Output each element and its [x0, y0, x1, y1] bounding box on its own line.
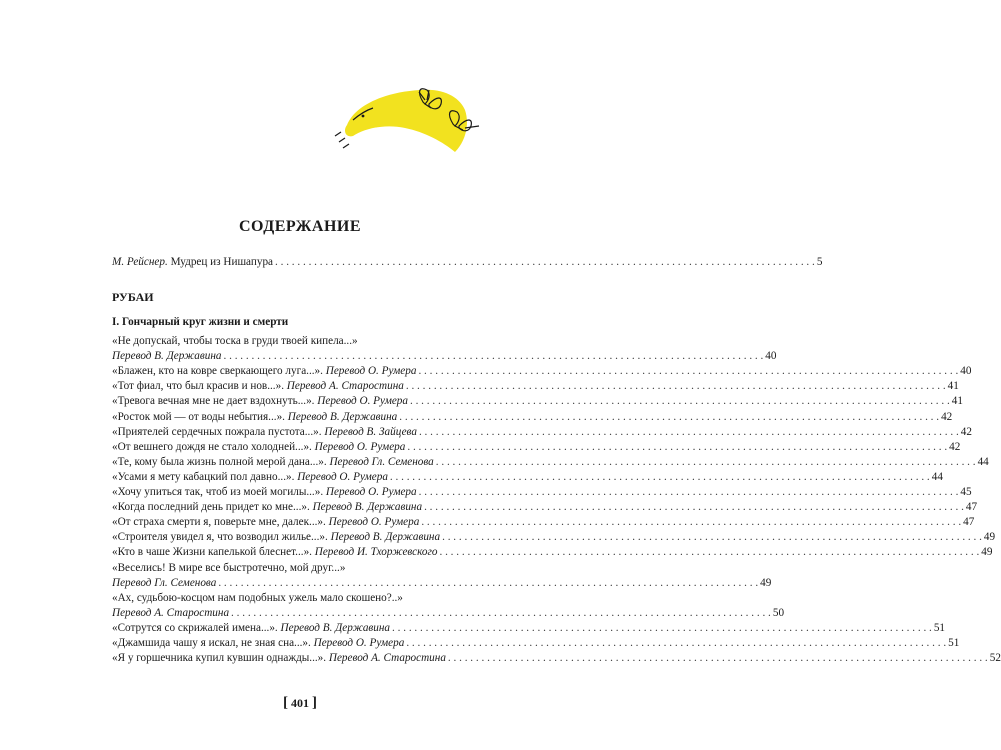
toc-translator: Перевод А. Старостина [112, 606, 230, 619]
toc-entry-firstline: «Не допускай, чтобы тоска в груди твоей кипела...» [112, 335, 358, 347]
toc-translator: Перевод В. Державина [312, 501, 423, 514]
toc-text: «Строителя увидел я, что возводил жилье...». [112, 531, 331, 544]
toc-page: 51 [933, 621, 946, 634]
section-heading: РУБАИ [112, 290, 154, 304]
toc-translator: Перевод А. Старостина [286, 380, 404, 393]
toc-text: «Росток мой — от воды небытия...». [112, 410, 288, 423]
toc-entry [112, 530, 996, 544]
toc-entry [112, 485, 972, 499]
toc-translator: Перевод О. Румера [297, 470, 388, 483]
toc-translator: Перевод И. Тхоржевского [314, 546, 438, 559]
toc-page: 40 [765, 350, 777, 363]
toc-entry [112, 349, 777, 363]
toc-page: 5 [816, 256, 823, 268]
toc-author: М. Рейснер. [112, 256, 168, 268]
toc-text: «Усами я мету кабацкий пол давно...». [112, 470, 298, 483]
toc-entry [112, 410, 953, 424]
toc-translator: Перевод О. Румера [325, 365, 417, 378]
toc-page: 50 [772, 606, 785, 619]
butterflies-illustration [325, 80, 495, 160]
toc-entry [112, 440, 961, 454]
toc-page: 52 [989, 652, 1001, 665]
toc-text: «От страха смерти я, поверьте мне, далек...». [112, 516, 329, 529]
page-title: СОДЕРЖАНИЕ [238, 218, 362, 235]
toc-page: 47 [963, 516, 975, 529]
toc-page: 44 [931, 470, 943, 483]
toc-entry [112, 364, 972, 378]
toc-entry [112, 515, 975, 529]
toc-entry-firstline: «Ах, судьбою-косцом нам подобных ужель мало скошено?..» [112, 591, 403, 604]
toc-translator: Перевод О. Румера [317, 395, 408, 408]
toc-entry [112, 394, 963, 408]
toc-text: «Хочу упиться так, чтоб из моей могилы...». [112, 486, 326, 498]
toc-translator: Перевод Гл. Семенова [329, 455, 434, 468]
toc-page: 49 [981, 546, 993, 559]
toc-page: 42 [941, 410, 953, 423]
toc-text: «Приятелей сердечных пожрала пустота...». [112, 425, 325, 438]
toc-text: «Тот фиал, что был красив и нов...». [112, 380, 287, 393]
toc-entry [112, 576, 772, 590]
toc-page: 40 [960, 365, 972, 378]
toc-page: 47 [965, 501, 978, 514]
toc-entry-intro [112, 255, 823, 269]
toc-text: «Блажен, кто на ковре сверкающего луга...». [112, 365, 326, 378]
toc-text: «Когда последний день придет ко мне...». [112, 501, 313, 514]
toc-entry [112, 425, 972, 439]
toc-text: «Тревога вечная мне не дает вздохнуть...». [112, 395, 318, 408]
toc-translator: Перевод А. Старостина [328, 652, 446, 665]
toc-text: «От вешнего дождя не стало холодней...». [112, 440, 315, 453]
toc-text: «Те, кому была жизнь полной мерой дана...». [112, 455, 330, 468]
toc-translator: Перевод О. Румера [328, 516, 420, 529]
toc-entry [112, 651, 1001, 665]
toc-entry [112, 500, 978, 514]
toc-translator: Перевод Гл. Семенова [112, 576, 217, 589]
toc-text: «Я у горшечника купил кувшин однажды...». [112, 652, 329, 665]
toc-translator: Перевод В. Державина [280, 621, 391, 634]
toc-translator: Перевод В. Державина [330, 531, 441, 544]
toc-page: 51 [948, 637, 960, 649]
toc-page: 42 [960, 425, 972, 438]
toc-text: «Джамшида чашу я искал, не зная сна...». [112, 637, 314, 649]
toc-page: 49 [760, 576, 772, 589]
toc-translator: Перевод В. Державина [287, 410, 398, 423]
toc-page: 49 [983, 531, 996, 544]
toc-translator: Перевод О. Румера [325, 486, 417, 498]
subsection-heading: I. Гончарный круг жизни и смерти [112, 316, 289, 328]
toc-entry [112, 455, 989, 469]
toc-page: 42 [949, 440, 961, 453]
toc-entry [112, 606, 785, 620]
toc-text: «Кто в чаше Жизни капелькой блеснет...». [112, 546, 315, 559]
toc-entry [112, 636, 960, 650]
toc-entry [112, 621, 946, 635]
toc-page: 41 [947, 380, 959, 393]
page-number: [ 401 ] [283, 695, 317, 711]
toc-text: «Сотрутся со скрижалей имена...». [112, 621, 281, 634]
toc-page: 41 [951, 395, 963, 408]
toc-translator: Перевод В. Державина [112, 350, 222, 363]
toc-entry [112, 545, 993, 559]
toc-translator: Перевод О. Румера [314, 440, 406, 453]
toc-page: 44 [977, 455, 989, 468]
toc-translator: Перевод В. Зайцева [324, 425, 417, 438]
toc-translator: Перевод О. Румера [313, 637, 405, 649]
toc-entry-firstline: «Веселись! В мире все быстротечно, мой друг...» [112, 561, 346, 574]
toc-page: 45 [960, 486, 972, 498]
toc-entry [112, 379, 959, 393]
toc-entry [112, 470, 943, 484]
toc-text: Мудрец из Нишапура [167, 256, 274, 268]
